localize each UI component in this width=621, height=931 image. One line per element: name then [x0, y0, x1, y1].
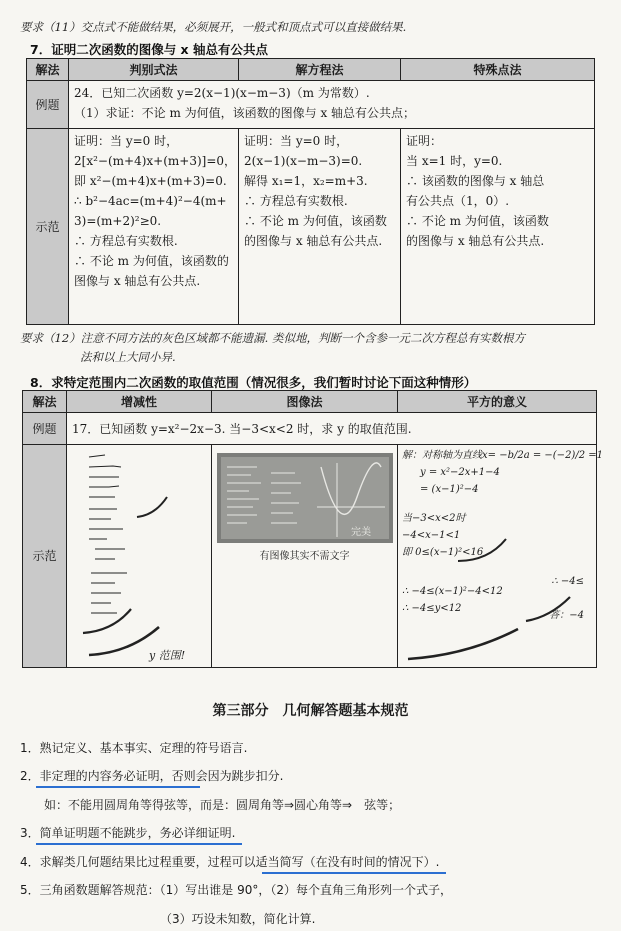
rule-item-5: 5．三角函数题解答规范：（1）写出谁是 90°，（2）每个直角三角形列一个式子，	[20, 883, 452, 897]
proof-line: ∴ 不论 m 为何值，该函数	[406, 214, 549, 228]
handwritten-line: ∴ −4≤y<12	[402, 603, 462, 614]
sec7-header-method: 解法	[27, 59, 69, 81]
blue-underline	[36, 843, 242, 845]
handwritten-line: = (x−1)²−4	[420, 484, 479, 495]
sec7-header-discriminant: 判别式法	[69, 59, 239, 81]
handwritten-line: 即 0≤(x−1)²<16	[402, 547, 484, 558]
handwritten-line: 解：对称轴为直线x= −b/2a = −(−2)/2 =1	[402, 450, 603, 461]
proof-line: 2[x²−(m+4)x+(m+3)]=0，	[74, 154, 237, 168]
proof-line: 2(x−1)(x−m−3)=0.	[244, 154, 363, 168]
sec8-square-handwriting	[398, 445, 603, 668]
handwriting-sketch	[67, 445, 212, 667]
blue-underline	[262, 872, 446, 874]
proof-line: 的图像与 x 轴总有公共点.	[244, 234, 383, 248]
sec7-demo-label: 示范	[27, 129, 69, 325]
graph-photo-image	[217, 453, 393, 543]
sec7-example	[69, 81, 595, 129]
handwritten-line: ∴ −4≤(x−1)²−4<12	[402, 586, 503, 597]
sec8-demo-label: 示范	[23, 445, 67, 668]
blue-underline	[36, 786, 200, 788]
handwritten-line: y = x²−2x+1−4	[420, 467, 500, 478]
sec8-header-method: 解法	[23, 391, 67, 413]
sec7-special-point-proof	[401, 129, 595, 325]
proof-line: ∴ 方程总有实数根.	[74, 234, 178, 248]
part-3-title: 第三部分 几何解答题基本规范	[212, 703, 409, 719]
rule-item-3: 3．简单证明题不能跳步，务必详细证明.	[20, 826, 236, 840]
section-8-table	[22, 390, 603, 668]
rule-item-2: 2．非定理的内容务必证明，否则会因为跳步扣分.	[20, 769, 284, 783]
sec8-graph-photo-cell	[212, 445, 398, 668]
requirement-12-line: 法和以上大同小异.	[80, 350, 176, 364]
sec8-header-square: 平方的意义	[398, 391, 597, 413]
sec8-monotonicity-handwriting	[67, 445, 212, 668]
sec8-header-graph: 图像法	[212, 391, 398, 413]
proof-line: 有公共点（1，0）.	[406, 194, 510, 208]
sec7-example-line: 24．已知二次函数 y=2(x−1)(x−m−3)（m 为常数）.	[74, 86, 370, 100]
section-7-title: 7．证明二次函数的图像与 x 轴总有公共点	[30, 42, 268, 57]
sec7-solve-proof	[239, 129, 401, 325]
requirement-12	[20, 329, 525, 367]
proof-line: ∴ 该函数的图像与 x 轴总	[406, 174, 545, 188]
sec7-discriminant-proof	[69, 129, 239, 325]
sec7-header-special-point: 特殊点法	[401, 59, 595, 81]
handwritten-range-label: y 范围!	[149, 649, 186, 662]
rule-item-5-cont: （3）巧设未知数，简化计算.	[160, 912, 316, 926]
handwritten-note: ∴ −4≤	[551, 576, 584, 587]
handwritten-note: 答：−4	[549, 610, 584, 621]
proof-line: 解得 x₁=1，x₂=m+3.	[244, 174, 368, 188]
handwritten-line: −4<x−1<1	[402, 530, 461, 541]
section-7-table	[26, 58, 595, 325]
sec7-header-solve: 解方程法	[239, 59, 401, 81]
proof-line: 证明：当 y=0 时，	[74, 134, 179, 148]
handwritten-line: 当−3<x<2时	[402, 513, 466, 524]
sec8-header-monotonicity: 增减性	[67, 391, 212, 413]
proof-line: 证明：	[406, 134, 443, 148]
requirement-11: 要求（11）交点式不能做结果，必须展开，一般式和顶点式可以直接做结果.	[20, 20, 407, 34]
proof-line: ∴ 不论 m 为何值，该函数	[244, 214, 387, 228]
requirement-12-line: 要求（12）注意不同方法的灰色区域都不能遗漏. 类似地，判断一个含参一元二次方程总有实数根方	[20, 331, 525, 345]
proof-line: ∴ b²−4ac=(m+4)²−4(m+	[74, 194, 227, 208]
sec7-example-label: 例题	[27, 81, 69, 129]
section-8-title: 8．求特定范围内二次函数的取值范围（情况很多，我们暂时讨论下面这种情形）	[30, 375, 477, 390]
rule-item-4: 4．求解类几何题结果比过程重要，过程可以适当简写（在没有时间的情况下）.	[20, 855, 440, 869]
sec8-example-label: 例题	[23, 413, 67, 445]
rule-item-2-example: 如：不能用圆周角等得弦等，而是：圆周角等⇒圆心角等⇒ 弦等；	[44, 798, 401, 812]
rule-item-1: 1．熟记定义、基本事实、定理的符号语言.	[20, 741, 248, 755]
proof-line: 3)=(m+2)²≥0.	[74, 214, 162, 228]
graph-caption: 有图像其实不需文字	[259, 551, 350, 562]
proof-line: ∴ 方程总有实数根.	[244, 194, 348, 208]
proof-line: 证明：当 y=0 时，	[244, 134, 349, 148]
sec8-example: 17．已知函数 y=x²−2x−3. 当−3<x<2 时，求 y 的取值范围.	[67, 413, 597, 445]
sec7-example-line: （1）求证：不论 m 为何值，该函数的图像与 x 轴总有公共点；	[74, 106, 416, 120]
proof-line: 图像与 x 轴总有公共点.	[74, 274, 201, 288]
handwriting-strokes	[398, 445, 588, 667]
proof-line: ∴ 不论 m 为何值，该函数的	[74, 254, 229, 268]
proof-line: 当 x=1 时，y=0.	[406, 154, 503, 168]
graph-photo-tag: 完美	[351, 527, 371, 538]
proof-line: 即 x²−(m+4)x+(m+3)=0.	[74, 174, 227, 188]
proof-line: 的图像与 x 轴总有公共点.	[406, 234, 545, 248]
